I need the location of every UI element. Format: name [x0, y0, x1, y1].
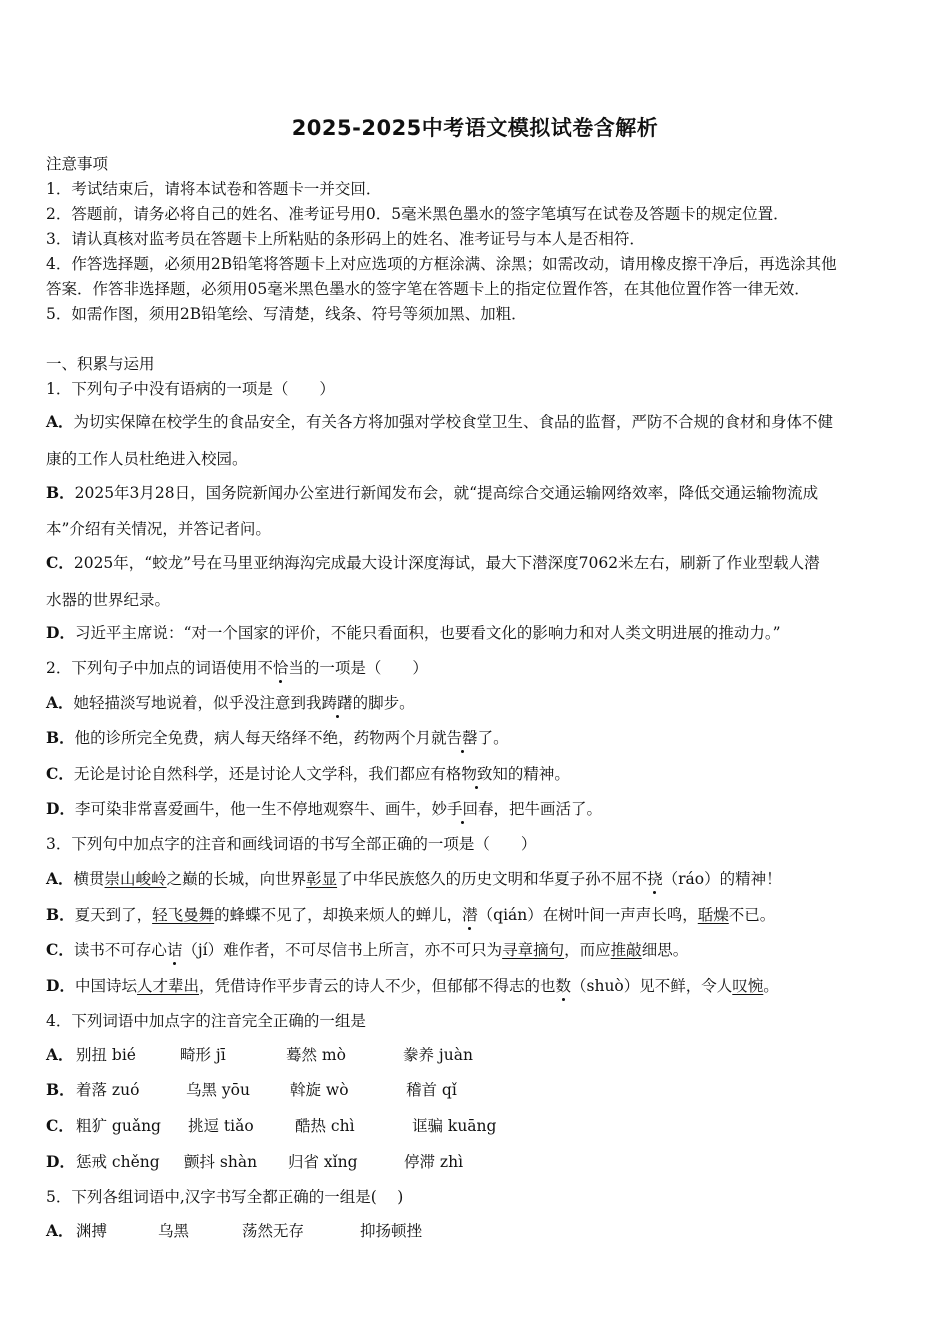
- question-3-stem: 3．下列句中加点字的注音和画线词语的书写全部正确的一项是（ ）: [46, 835, 537, 853]
- option-text: （shuò）见不鲜，令人: [571, 977, 733, 995]
- word-pinyin: 别扭 bié: [76, 1046, 136, 1064]
- option-text: 了中华民族悠久的历史文明和华夏子孙不屈不: [337, 870, 648, 888]
- option-label: B．: [46, 728, 75, 747]
- q4-option-b: [46, 1078, 457, 1100]
- option-text: 细思。: [641, 941, 689, 959]
- dotted-word: 潜: [462, 906, 478, 924]
- q3-option-a: [46, 867, 782, 889]
- option-label: D．: [46, 623, 75, 642]
- q1-option-b: [46, 481, 818, 503]
- q2-option-b: [46, 726, 509, 748]
- underlined-word: 叹惋: [732, 977, 764, 995]
- dotted-word: 数: [555, 977, 572, 995]
- word-pinyin: 停滞 zhì: [404, 1153, 464, 1171]
- q1-option-b-cont: 本”介绍有关情况，并答记者问。: [46, 520, 271, 538]
- q1-option-a: [46, 410, 833, 432]
- q2-option-a: [46, 691, 415, 713]
- word-pinyin: 着落 zuó: [76, 1081, 140, 1099]
- q4-option-a: [46, 1043, 473, 1065]
- word-pinyin: 诓骗 kuāng: [412, 1117, 497, 1135]
- word: 抑扬顿挫: [360, 1222, 423, 1240]
- option-text: （qián）在树叶间一声声长鸣，: [477, 906, 698, 924]
- option-text: ，凭借诗作平步青云的诗人不少，但郁郁不得志的也: [198, 977, 556, 995]
- question-2-stem: [46, 656, 428, 678]
- q3-option-c: [46, 938, 688, 960]
- word: 荡然无存: [242, 1222, 305, 1240]
- option-text: 习近平主席说：“对一个国家的评价，不能只看面积，也要看文化的影响力和对人类文明进展的推动力。”: [74, 624, 781, 642]
- option-text: 夏天到了，: [74, 906, 153, 924]
- option-label: A．: [46, 1221, 74, 1240]
- option-label: B．: [46, 1080, 75, 1099]
- word-pinyin: 斡旋 wò: [290, 1081, 349, 1099]
- word: 渊搏: [76, 1222, 108, 1240]
- option-label: A．: [46, 1045, 74, 1064]
- option-label: A．: [46, 693, 74, 712]
- option-label: C．: [46, 940, 74, 959]
- notice-item: 3．请认真核对监考员在答题卡上所粘贴的条形码上的姓名、准考证号与本人是否相符．: [46, 230, 645, 248]
- option-text: ，把牛画活了。: [493, 800, 602, 818]
- word-pinyin: 粗犷 guǎng: [76, 1117, 161, 1135]
- word-pinyin: 挑逗 tiǎo: [188, 1117, 254, 1135]
- q4-option-d: [46, 1150, 464, 1172]
- option-label: D．: [46, 1152, 75, 1171]
- option-label: B．: [46, 483, 75, 502]
- section-heading: 一、积累与运用: [46, 355, 155, 373]
- word-pinyin: 豢养 juàn: [403, 1046, 473, 1064]
- option-text: 的精神。: [507, 765, 570, 783]
- option-label: C．: [46, 764, 74, 783]
- word-pinyin: 畸形 jī: [180, 1046, 226, 1064]
- word-pinyin: 乌黑 yōu: [186, 1081, 250, 1099]
- dotted-word: 踌躇: [321, 694, 353, 712]
- dotted-word: 诘: [166, 941, 183, 959]
- word-pinyin: 惩戒 chěng: [76, 1153, 160, 1171]
- dotted-word: 妙手回春: [431, 800, 494, 818]
- q3-option-d: [46, 974, 779, 996]
- option-text: 2025年3月28日，国务院新闻办公室进行新闻发布会，就“提高综合交通运输网络效率，降低交通运输物流成: [74, 484, 819, 502]
- option-text: 2025年，“蛟龙”号在马里亚纳海沟完成最大设计深度海试，最大下潜深度7062米左右，刷新了作业型载人潜: [73, 554, 820, 572]
- word-pinyin: 颤抖 shàn: [184, 1153, 258, 1171]
- underlined-word: 崇山峻岭: [104, 870, 167, 888]
- option-text: 他的诊所完全免费，病人每天络绎不绝，药物两个月就: [74, 729, 447, 747]
- q1-option-d: [46, 621, 781, 643]
- question-4-stem: 4．下列词语中加点字的注音完全正确的一组是: [46, 1012, 366, 1030]
- underlined-word: 寻章摘句: [502, 941, 565, 959]
- dotted-word: 挠: [647, 870, 663, 888]
- notice-item: 5．如需作图，须用2B铅笔绘、写清楚，线条、符号等须加黑、加粗．: [46, 305, 527, 323]
- q1-option-c-cont: 水器的世界纪录。: [46, 591, 171, 609]
- option-text: 横贯: [73, 870, 105, 888]
- option-label: C．: [46, 1116, 74, 1135]
- option-text: （jí）难作者，不可尽信书上所言，亦不可只为: [182, 941, 503, 959]
- dotted-word: 不恰当: [257, 659, 304, 677]
- word-pinyin: 稽首 qǐ: [406, 1081, 457, 1099]
- option-text: 。: [763, 977, 779, 995]
- underlined-word: 推敲: [610, 941, 642, 959]
- option-text: 中国诗坛: [74, 977, 137, 995]
- option-text: 李可染非常喜爱画牛，他一生不停地观察牛、画牛，: [74, 800, 432, 818]
- option-text: 了。: [477, 729, 509, 747]
- stem-text: 的一项是（ ）: [303, 659, 428, 677]
- option-label: B．: [46, 905, 75, 924]
- word-pinyin: 蓦然 mò: [286, 1046, 346, 1064]
- notice-item: 答案．作答非选择题，必须用05毫米黑色墨水的签字笔在答题卡上的指定位置作答，在其他位置作答一律无效．: [46, 280, 810, 298]
- underlined-word: 聒燥: [697, 906, 729, 924]
- option-text: 之巅的长城，向世界: [166, 870, 307, 888]
- option-text: 的蜂蝶不见了，却换来烦人的蝉儿，: [214, 906, 463, 924]
- word-pinyin: 酷热 chì: [295, 1117, 355, 1135]
- option-text: （ráo）的精神！: [662, 870, 782, 888]
- q1-option-a-cont: 康的工作人员杜绝进入校园。: [46, 450, 248, 468]
- question-5-stem: 5．下列各组词语中,汉字书写全都正确的一组是( ): [46, 1188, 404, 1206]
- option-text: ，而应: [564, 941, 611, 959]
- notice-item: 1．考试结束后，请将本试卷和答题卡一并交回．: [46, 180, 382, 198]
- option-text: 读书不可存心: [73, 941, 167, 959]
- q4-option-c: [46, 1114, 497, 1136]
- underlined-word: 人才辈出: [136, 977, 199, 995]
- q5-option-a: [46, 1219, 423, 1241]
- underlined-word: 轻飞曼舞: [152, 906, 215, 924]
- option-text: 不已。: [728, 906, 776, 924]
- dotted-word: 告罄: [446, 729, 478, 747]
- notice-item: 4．作答选择题，必须用2B铅笔将答题卡上对应选项的方框涂满、涂黑；如需改动，请用橡皮擦干净后，再选涂其他: [46, 255, 837, 273]
- notice-item: 2．答题前，请务必将自己的姓名、准考证号用0．5毫米黑色墨水的签字笔填写在试卷及答题卡的规定位置．: [46, 205, 789, 223]
- word-pinyin: 归省 xǐng: [288, 1153, 358, 1171]
- option-label: D．: [46, 976, 75, 995]
- underlined-word: 彰显: [306, 870, 338, 888]
- q3-option-b: [46, 903, 775, 925]
- q2-option-d: [46, 797, 602, 819]
- option-text: 的脚步。: [352, 694, 415, 712]
- option-label: C．: [46, 553, 74, 572]
- dotted-word: 格物致知: [445, 765, 508, 783]
- q1-option-c: [46, 551, 820, 573]
- option-label: A．: [46, 412, 74, 431]
- option-label: D．: [46, 799, 75, 818]
- option-text: 无论是讨论自然科学，还是讨论人文学科，我们都应有: [73, 765, 446, 783]
- stem-text: 2．下列句子中加点的词语使用: [46, 659, 258, 677]
- question-1-stem: 1．下列句子中没有语病的一项是（ ）: [46, 380, 335, 398]
- option-text: 为切实保障在校学生的食品安全，有关各方将加强对学校食堂卫生、食品的监督，严防不合规的食材和身体不健: [73, 413, 834, 431]
- option-text: 她轻描淡写地说着，似乎没注意到我: [73, 694, 322, 712]
- page-title: 2025-2025中考语文模拟试卷含解析: [291, 116, 659, 140]
- q2-option-c: [46, 762, 570, 784]
- notice-heading: 注意事项: [46, 155, 109, 173]
- word: 乌黑: [158, 1222, 190, 1240]
- option-label: A．: [46, 869, 74, 888]
